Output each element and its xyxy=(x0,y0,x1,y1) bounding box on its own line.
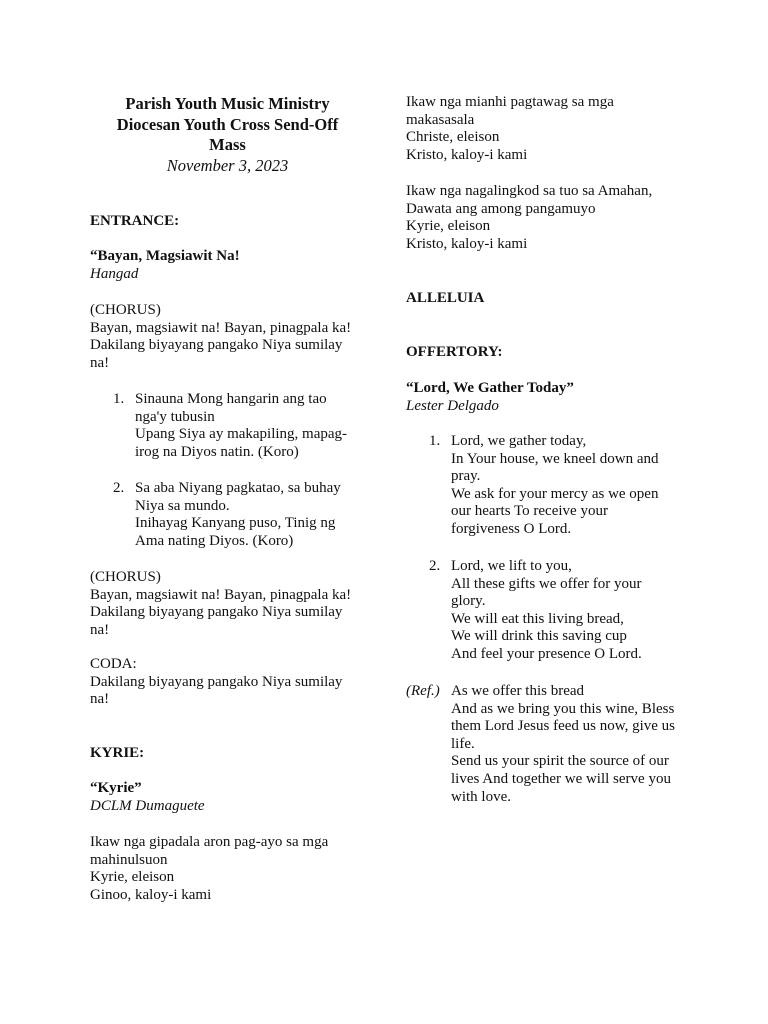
refrain-line: Send us your spirit the source of our xyxy=(451,753,669,770)
stanza-line: Dawata ang among pangamuyo xyxy=(406,200,596,217)
verse-line: In Your house, we kneel down and xyxy=(451,450,659,467)
refrain-line: As we offer this bread xyxy=(451,683,585,699)
chorus-label: (CHORUS) xyxy=(90,569,161,585)
verse-line: We will eat this living bread, xyxy=(451,610,624,627)
verse-line: All these gifts we offer for your xyxy=(451,575,642,592)
chorus-line: Bayan, magsiawit na! Bayan, pinagpala ka! xyxy=(90,586,352,603)
mass-date: November 3, 2023 xyxy=(166,156,289,175)
stanza-line: Ikaw nga nagalingkod sa tuo sa Amahan, xyxy=(406,183,653,199)
verse-line: Niya sa mundo. xyxy=(135,497,230,514)
entrance-chorus-repeat xyxy=(90,569,351,639)
verse-line: glory. xyxy=(451,593,486,610)
kyrie-stanza-3 xyxy=(406,183,652,253)
stanza-line: makasasala xyxy=(406,111,475,128)
verse-line: Sinauna Mong hangarin ang tao xyxy=(135,391,327,407)
verse-line: And feel your presence O Lord. xyxy=(451,645,642,662)
entrance-heading: ENTRANCE: xyxy=(90,213,180,229)
coda-line: Dakilang biyayang pangako Niya sumilay xyxy=(90,673,343,690)
refrain-line: And as we bring you this wine, Bless xyxy=(451,700,675,717)
kyrie-stanza-1 xyxy=(90,834,328,904)
refrain-line: them Lord Jesus feed us now, give us xyxy=(451,718,675,735)
stanza-line: mahinulsuon xyxy=(90,851,168,868)
refrain-line: life. xyxy=(451,735,475,752)
chorus-line: na! xyxy=(90,621,110,638)
header-line-1: Parish Youth Music Ministry xyxy=(125,94,330,113)
verse-number: 1. xyxy=(429,433,441,449)
verse-line: our hearts To receive your xyxy=(451,503,608,520)
stanza-line: Ikaw nga mianhi pagtawag sa mga xyxy=(406,94,614,110)
coda-line: na! xyxy=(90,691,110,708)
refrain-line: lives And together we will serve you xyxy=(451,770,671,787)
stanza-line: Kyrie, eleison xyxy=(90,869,175,886)
document-header xyxy=(90,94,365,156)
verse-line: nga'y tubusin xyxy=(135,408,215,425)
verse-line: forgiveness O Lord. xyxy=(451,520,572,537)
kyrie-heading: KYRIE: xyxy=(90,745,145,761)
offertory-composer: Lester Delgado xyxy=(406,398,499,414)
kyrie-stanza-2 xyxy=(406,94,614,164)
entrance-song-title: “Bayan, Magsiawit Na! xyxy=(90,248,240,264)
stanza-line: Christe, eleison xyxy=(406,129,500,146)
coda-label: CODA: xyxy=(90,656,137,672)
chorus-line: na! xyxy=(90,354,110,371)
verse-line: Lord, we gather today, xyxy=(451,433,587,449)
verse-number: 1. xyxy=(113,391,125,407)
stanza-line: Ikaw nga gipadala aron pag-ayo sa mga xyxy=(90,834,329,850)
verse-line: Lord, we lift to you, xyxy=(451,558,572,574)
header-line-3: Mass xyxy=(209,135,246,154)
entrance-composer: Hangad xyxy=(90,266,139,282)
offertory-heading: OFFERTORY: xyxy=(406,344,503,360)
header-line-2: Diocesan Youth Cross Send-Off xyxy=(116,114,339,134)
stanza-line: Kristo, kaloy-i kami xyxy=(406,235,528,252)
verse-line: pray. xyxy=(451,468,481,485)
chorus-line: Dakilang biyayang pangako Niya sumilay xyxy=(90,337,343,354)
entrance-coda xyxy=(90,656,342,709)
stanza-line: Kyrie, eleison xyxy=(406,218,491,235)
kyrie-composer: DCLM Dumaguete xyxy=(90,798,205,814)
verse-line: We will drink this saving cup xyxy=(451,628,627,645)
offertory-song-title: “Lord, We Gather Today” xyxy=(406,380,574,396)
entrance-chorus xyxy=(90,302,351,372)
refrain-line: with love. xyxy=(451,788,511,805)
refrain-label: (Ref.) xyxy=(406,683,440,699)
chorus-label: (CHORUS) xyxy=(90,302,161,318)
stanza-line: Ginoo, kaloy-i kami xyxy=(90,886,212,903)
verse-number: 2. xyxy=(113,480,125,496)
verse-line: Inihayag Kanyang puso, Tinig ng xyxy=(135,515,336,532)
chorus-line: Bayan, magsiawit na! Bayan, pinagpala ka! xyxy=(90,319,352,336)
verse-line: Sa aba Niyang pagkatao, sa buhay xyxy=(135,480,341,496)
kyrie-song-title: “Kyrie” xyxy=(90,780,142,796)
verse-line: We ask for your mercy as we open xyxy=(451,485,659,502)
verse-number: 2. xyxy=(429,558,441,574)
verse-line: Upang Siya ay makapiling, mapag- xyxy=(135,426,348,443)
alleluia-heading: ALLELUIA xyxy=(406,290,485,306)
chorus-line: Dakilang biyayang pangako Niya sumilay xyxy=(90,604,343,621)
stanza-line: Kristo, kaloy-i kami xyxy=(406,146,528,163)
verse-line: Ama nating Diyos. (Koro) xyxy=(135,532,294,549)
verse-line: irog na Diyos natin. (Koro) xyxy=(135,443,299,460)
